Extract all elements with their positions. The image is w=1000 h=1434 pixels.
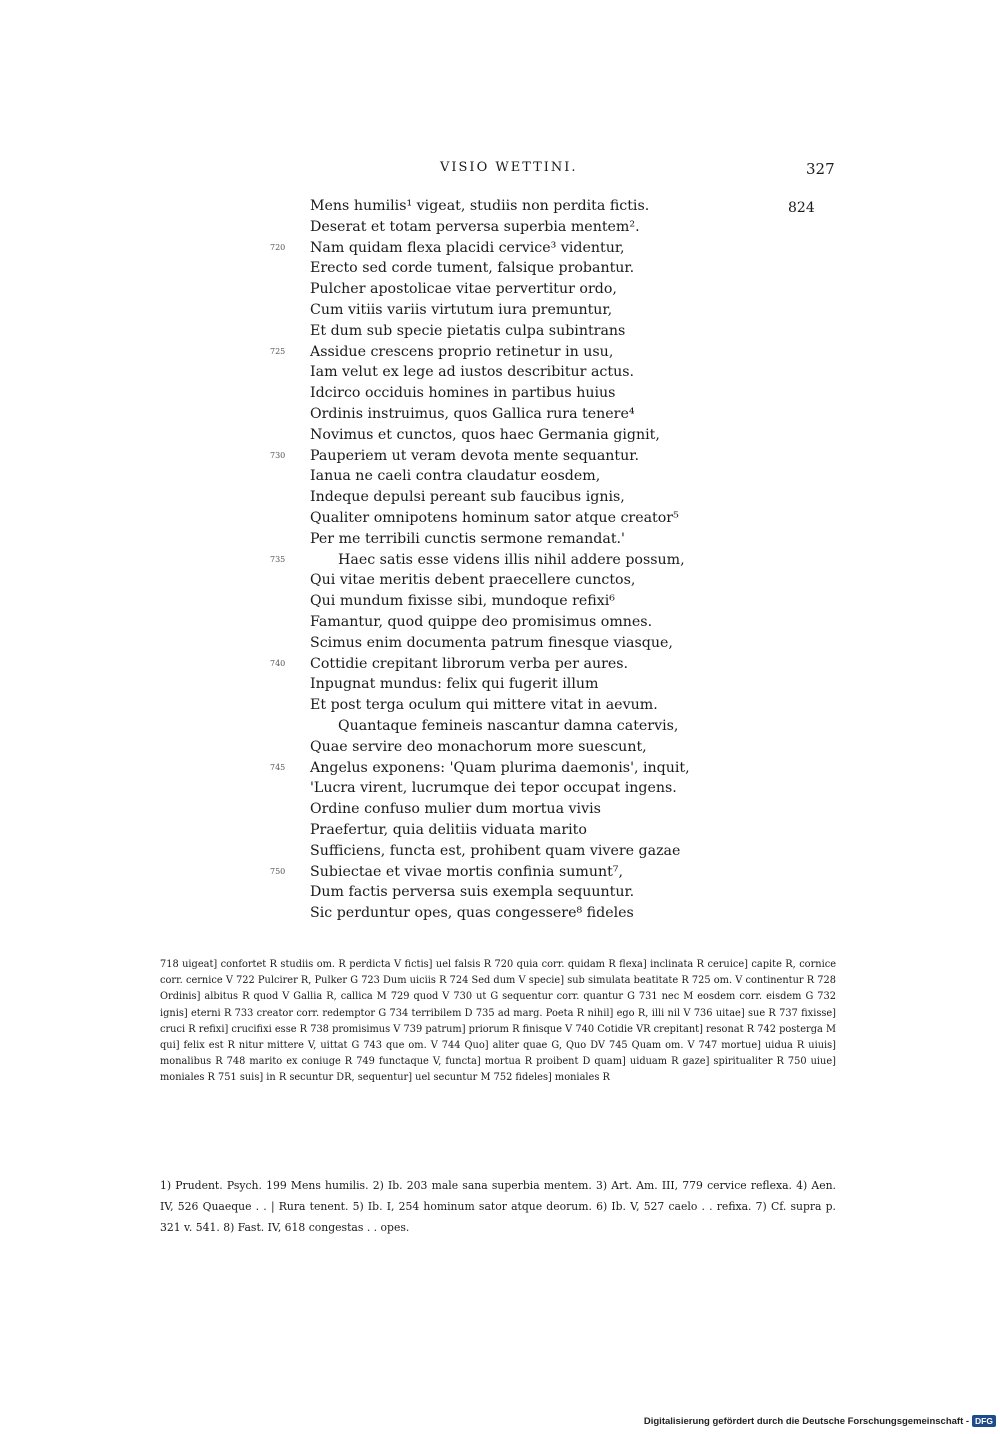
poem-line [310, 425, 830, 446]
poem-line [310, 612, 830, 633]
poem-line [310, 279, 830, 300]
line-number: 740 [270, 658, 286, 668]
line-text: Mens humilis¹ vigeat, studiis non perdita fictis. [310, 198, 650, 214]
line-text: Angelus exponens: 'Quam plurima daemonis', inquit, [310, 759, 690, 776]
line-text: Quantaque femineis nascantur damna catervis, [338, 717, 679, 734]
line-text: Quae servire deo monachorum more suescunt, [310, 738, 647, 755]
line-number: 725 [270, 346, 286, 356]
line-text: Nam quidam flexa placidi cervice³ videntur, [310, 239, 625, 256]
poem-line [310, 404, 830, 425]
poem-line [310, 633, 830, 654]
poem-line [310, 466, 830, 487]
line-text: Ianua ne caeli contra claudatur eosdem, [310, 468, 601, 485]
line-number: 745 [270, 762, 286, 772]
poem-line [270, 550, 830, 571]
poem-line [310, 362, 830, 383]
line-text: Iam velut ex lege ad iustos describitur actus. [310, 364, 634, 381]
line-text: Praefertur, quia delitiis viduata marito [310, 821, 587, 838]
poem-line [270, 862, 830, 883]
line-text: Sic perduntur opes, quas congessere⁸ fideles [310, 905, 634, 922]
line-number: 735 [270, 554, 286, 564]
line-text: 'Lucra virent, lucrumque dei tepor occupat ingens. [310, 780, 677, 797]
verse-number-right: 824 [788, 200, 815, 216]
poem-text [270, 196, 830, 924]
poem-line [310, 882, 830, 903]
line-number: 730 [270, 450, 286, 460]
poem-line [310, 778, 830, 799]
line-text: Assidue crescens proprio retinetur in usu, [310, 343, 614, 360]
line-text: Idcirco occiduis homines in partibus huius [310, 385, 616, 402]
poem-line [270, 238, 830, 259]
line-text: Deserat et totam perversa superbia mentem². [310, 218, 640, 235]
poem-line [270, 446, 830, 467]
line-text: Inpugnat mundus: felix qui fugerit illum [310, 676, 599, 693]
line-number: 720 [270, 242, 286, 252]
running-head: VISIO WETTINI. [440, 160, 578, 175]
line-text: Famantur, quod quippe deo promisimus omnes. [310, 613, 653, 630]
line-text: Erecto sed corde tument, falsique probantur. [310, 260, 635, 277]
line-text: Scimus enim documenta patrum finesque viasque, [310, 634, 673, 651]
poem-line [310, 695, 830, 716]
poem-line [310, 674, 830, 695]
line-text: Subiectae et vivae mortis confinia sumunt⁷, [310, 863, 624, 880]
digitization-credit [644, 1415, 996, 1427]
line-text: Dum factis perversa suis exempla sequuntur. [310, 884, 635, 901]
poem-line [310, 841, 830, 862]
line-text: Et dum sub specie pietatis culpa subintrans [310, 322, 626, 339]
poem-line [310, 196, 830, 217]
line-text: Indeque depulsi pereant sub faucibus ignis, [310, 489, 625, 506]
dfg-logo-icon: DFG [972, 1415, 996, 1427]
poem-line [310, 903, 830, 924]
poem-line [310, 487, 830, 508]
line-text: Cottidie crepitant librorum verba per aures. [310, 655, 629, 672]
poem-line [310, 737, 830, 758]
line-text: Qualiter omnipotens hominum sator atque creator⁵ [310, 509, 679, 526]
poem-line [310, 570, 830, 591]
line-text: Haec satis esse videns illis nihil addere possum, [338, 551, 685, 568]
poem-line [310, 799, 830, 820]
line-text: Per me terribili cunctis sermone remandat.' [310, 530, 625, 547]
poem-line [310, 820, 830, 841]
line-text: Sufficiens, functa est, prohibent quam vivere gazae [310, 842, 681, 859]
line-text: Qui mundum fixisse sibi, mundoque refixi⁶ [310, 593, 615, 610]
line-text: Ordinis instruimus, quos Gallica rura tenere⁴ [310, 405, 635, 422]
line-text: Pulcher apostolicae vitae pervertitur ordo, [310, 281, 617, 298]
page-number: 327 [806, 160, 835, 178]
poem-line [310, 258, 830, 279]
footnotes: 1) Prudent. Psych. 199 Mens humilis. 2) Ib. 203 male sana superbia mentem. 3) Art. Am. III, 779 cervice reflexa. 4) Aen. IV, 526 Quaeque . . | Rura tenent. 5) Ib. I, 254 hominum sator atque deorum. 6) Ib. V, 527 caelo . . refixa. 7) Cf. supra p. 321 v. 541. 8) Fast. IV, 618 congestas . . opes. [160, 1179, 836, 1234]
poem-line [310, 716, 830, 737]
credit-text: Digitalisierung gefördert durch die Deutsche Forschungsgemeinschaft - [643, 1415, 970, 1427]
line-text: Et post terga oculum qui mittere vitat in aevum. [310, 697, 658, 714]
line-text: Ordine confuso mulier dum mortua vivis [310, 801, 601, 818]
line-text: Novimus et cunctos, quos haec Germania gignit, [310, 426, 660, 443]
critical-apparatus: 718 uigeat] confortet R studiis om. R perdicta V fictis] uel falsis R 720 quia corr. quidam R flexa] inclinata R ceruice] capite R, cornice corr. cernice V 722 Pulcirer R, Pulker G 723 Dum uiciis R 724 Sed dum V specie] sub simulata beatitate R 725 om. V continentur R 728 Ordinis] albitus R quod V Gallia R, callica M 729 quod V 730 ut G sequentur corr. quantur G 731 nec M eosdem corr. eisdem G 732 ignis] eterni R 733 creator corr. redemptor G 734 terribilem D 735 ad marg. Poeta R nihil] ego R, illi nil V 736 uitae] sue R 737 fixisse] cruci R refixi] crucifixi esse R 738 promisimus V 739 patrum] priorum R finisque V 740 Cotidie VR crepitant] resonat R 742 posterga M qui] felix est R nitur mittere V, uittat G 743 que om. V 744 Quo] aliter quae G, Quo DV 745 Quam om. V 747 mortue] uidua R uiuis] monalibus R 748 marito ex coniuge R 749 functaque V, functa] mortua R proibent D quam] uiduam R gaze] spiritualiter R 750 uiue] moniales R 751 suis] in R secuntur DR, sequentur] uel secuntur M 752 fideles] moniales R [160, 959, 836, 1084]
poem-line [310, 383, 830, 404]
poem-line [310, 300, 830, 321]
line-number: 750 [270, 866, 286, 876]
poem-line [310, 591, 830, 612]
line-text: Pauperiem ut veram devota mente sequantur. [310, 447, 639, 464]
line-text: Qui vitae meritis debent praecellere cunctos, [310, 572, 636, 589]
poem-line [270, 654, 830, 675]
line-text: Cum vitiis variis virtutum iura premuntur, [310, 301, 613, 318]
poem-line [310, 508, 830, 529]
poem-line [310, 321, 830, 342]
poem-line [270, 342, 830, 363]
poem-line [310, 529, 830, 550]
poem-line [270, 758, 830, 779]
poem-line [310, 217, 830, 238]
